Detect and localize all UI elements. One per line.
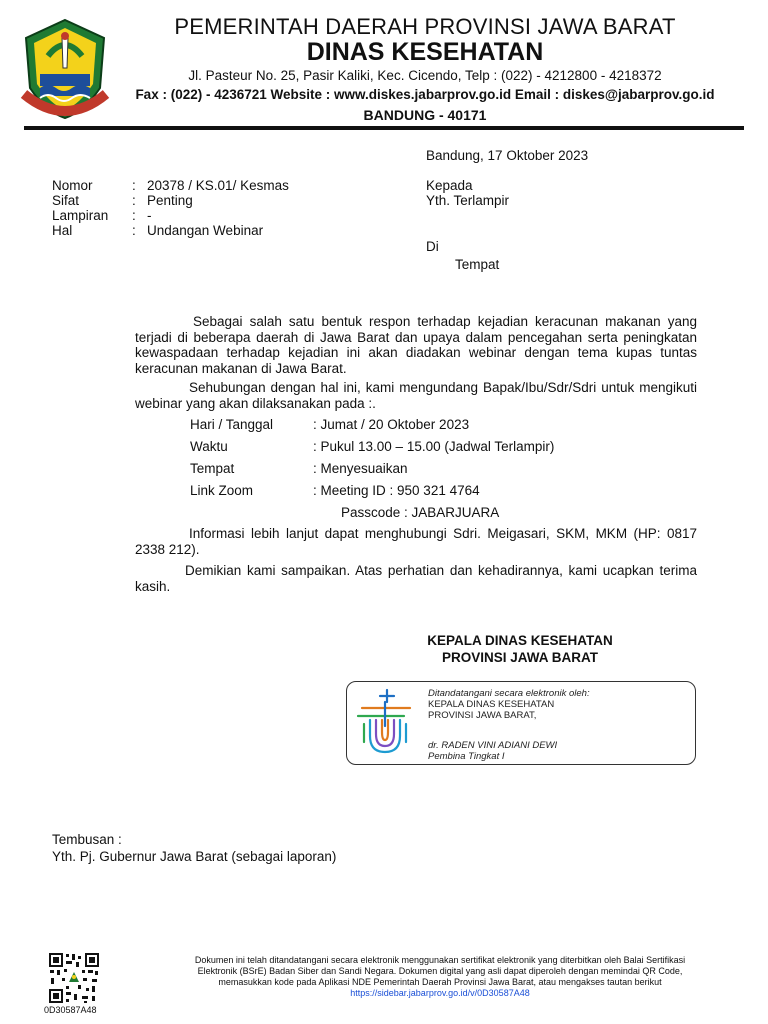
agency-name: DINAS KESEHATAN bbox=[306, 38, 544, 66]
detail-value-time: : Pukul 13.00 – 15.00 (Jadwal Terlampir) bbox=[313, 439, 555, 454]
detail-value-date: : Jumat / 20 Oktober 2023 bbox=[313, 417, 470, 432]
signature-title bbox=[346, 632, 694, 666]
detail-label-zoom: Link Zoom bbox=[190, 483, 254, 498]
agency-contact: Fax : (022) - 4236721 Website : www.diskes.jabarprov.go.id Email : diskes@jabarprov.go.id bbox=[135, 87, 715, 102]
meta-colon: : bbox=[132, 178, 136, 193]
meta-colon: : bbox=[132, 223, 136, 238]
detail-value-place: : Menyesuaikan bbox=[313, 461, 408, 476]
signatory-name: dr. RADEN VINI ADIANI DEWI bbox=[428, 740, 558, 751]
body-paragraph-2 bbox=[135, 380, 697, 411]
detail-label-time: Waktu bbox=[190, 439, 228, 454]
body-paragraph-1 bbox=[135, 314, 697, 376]
meta-value-hal: Undangan Webinar bbox=[147, 223, 264, 238]
footer-disclaimer bbox=[140, 955, 740, 999]
tembusan-item: Yth. Pj. Gubernur Jawa Barat (sebagai laporan) bbox=[52, 849, 337, 864]
body-paragraph-4-text: Demikian kami sampaikan. Atas perhatian dan kehadirannya, kami ucapkan terima kasih. bbox=[135, 563, 697, 594]
body-paragraph-1-text: Sebagai salah satu bentuk respon terhadap kejadian keracunan makanan yang terjadi di beberapa daerah di Jawa Barat dan upaya dalam pencegahan serta peningkatan kewaspadaan terhadap kejadian ini akan diadakan webinar dengan tema kupas tuntas keracunan makanan di Jawa Barat. bbox=[135, 314, 697, 376]
body-paragraph-2-text: Sehubungan dengan hal ini, kami mengundang Bapak/Ibu/Sdr/Sdri untuk mengikuti webinar yang akan dilaksanakan pada :. bbox=[135, 380, 697, 411]
agency-address: Jl. Pasteur No. 25, Pasir Kaliki, Kec. Cicendo, Telp : (022) - 4212800 - 4218372 bbox=[188, 68, 662, 83]
meta-colon: : bbox=[132, 193, 136, 208]
meta-value-sifat: Penting bbox=[147, 193, 193, 208]
tembusan-label: Tembusan : bbox=[52, 832, 122, 847]
body-paragraph-4 bbox=[135, 563, 697, 594]
detail-label-place: Tempat bbox=[190, 461, 235, 476]
meta-label-nomor: Nomor bbox=[52, 178, 93, 193]
letterhead-divider bbox=[24, 126, 744, 130]
signature-role-line2: PROVINSI JAWA BARAT, bbox=[428, 710, 537, 721]
recipient-kepada: Kepada bbox=[426, 178, 473, 193]
footer-line3: memasukkan kode pada Aplikasi NDE Pemerintah Daerah Provinsi Jawa Barat, atau mengakses tautan berikut bbox=[218, 977, 662, 987]
detail-passcode: Passcode : JABARJUARA bbox=[341, 505, 500, 520]
meta-value-lampiran: - bbox=[147, 208, 152, 223]
meta-label-hal: Hal bbox=[52, 223, 73, 238]
qr-code-id: 0D30587A48 bbox=[44, 1005, 97, 1015]
meta-label-sifat: Sifat bbox=[52, 193, 80, 208]
recipient-di: Di bbox=[426, 239, 439, 254]
footer-line1: Dokumen ini telah ditandatangani secara elektronik menggunakan sertifikat elektronik yang diterbitkan oleh Balai Sertifikasi bbox=[194, 955, 686, 965]
government-name: PEMERINTAH DAERAH PROVINSI JAWA BARAT bbox=[174, 14, 676, 39]
meta-value-nomor: 20378 / KS.01/ Kesmas bbox=[147, 178, 289, 193]
signature-signed-by: Ditandatangani secara elektronik oleh: bbox=[428, 688, 590, 699]
province-seal-logo bbox=[18, 16, 112, 120]
body-paragraph-3-text: Informasi lebih lanjut dapat menghubungi Sdri. Meigasari, SKM, MKM (HP: 0817 2338 212). bbox=[135, 526, 697, 557]
signature-title-line2: PROVINSI JAWA BARAT bbox=[441, 650, 598, 665]
signature-title-line1: KEPALA DINAS KESEHATAN bbox=[427, 633, 613, 648]
verification-link[interactable]: https://sidebar.jabarprov.go.id/v/0D30587A48 bbox=[350, 988, 530, 998]
letter-date: Bandung, 17 Oktober 2023 bbox=[426, 148, 589, 163]
qr-code-icon bbox=[48, 952, 100, 1004]
signatory-rank: Pembina Tingkat I bbox=[428, 751, 505, 762]
meta-colon: : bbox=[132, 208, 136, 223]
detail-label-date: Hari / Tanggal bbox=[190, 417, 274, 432]
recipient-yth: Yth. Terlampir bbox=[426, 193, 510, 208]
detail-value-zoom: : Meeting ID : 950 321 4764 bbox=[313, 483, 480, 498]
footer-line2: Elektronik (BSrE) Badan Siber dan Sandi Negara. Dokumen digital yang asli dapat diperoleh dengan memindai QR Code, bbox=[197, 966, 683, 976]
body-paragraph-3 bbox=[135, 526, 697, 557]
bsre-logo-icon bbox=[354, 686, 416, 758]
agency-city: BANDUNG - 40171 bbox=[363, 107, 487, 123]
signature-role-line1: KEPALA DINAS KESEHATAN bbox=[428, 699, 555, 710]
meta-label-lampiran: Lampiran bbox=[52, 208, 109, 223]
recipient-tempat: Tempat bbox=[455, 257, 500, 272]
